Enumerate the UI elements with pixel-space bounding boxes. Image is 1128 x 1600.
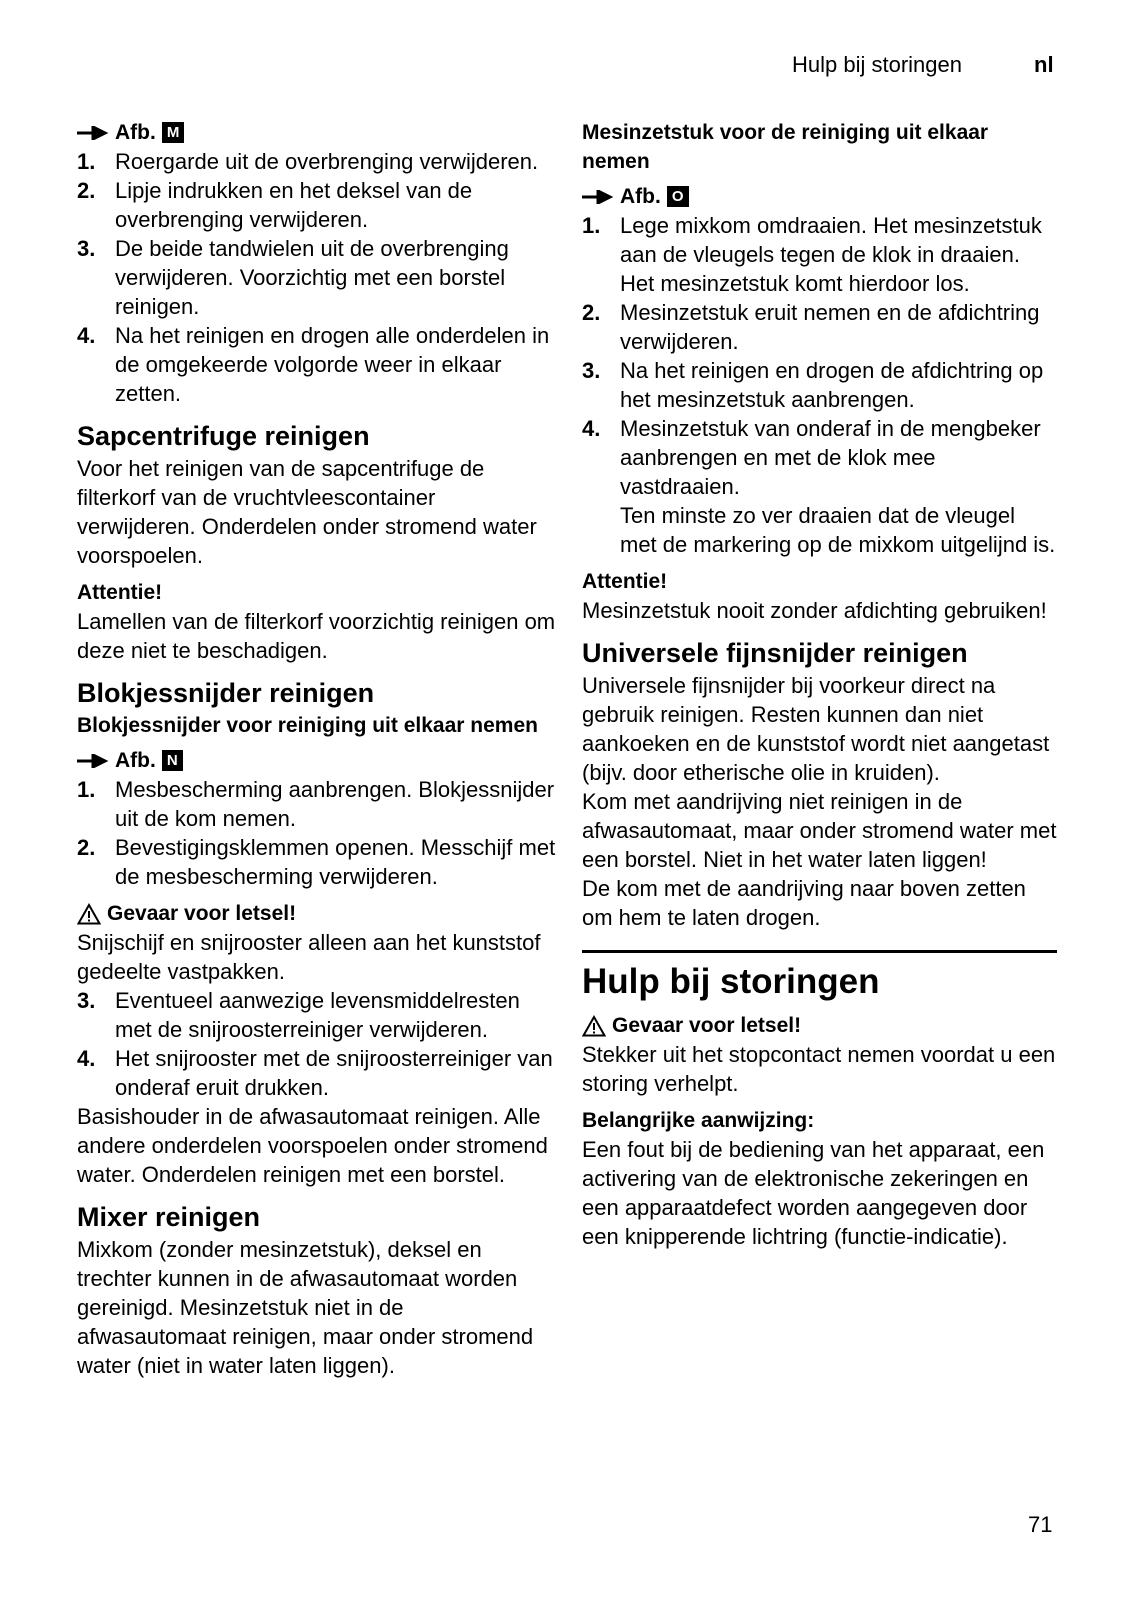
heading-mixer: Mixer reinigen	[77, 1202, 261, 1232]
list-item: 4. Na het reinigen en drogen alle onderdelen in de omgekeerde volgorde weer in elkaar zetten.	[77, 323, 550, 406]
warning-heading	[582, 1011, 1057, 1040]
universele-text-3: De kom met de aandrijving naar boven zetten om hem te laten drogen.	[582, 876, 1026, 930]
attention-text: Lamellen van de filterkorf voorzichtig reinigen om deze niet te beschadigen.	[77, 609, 556, 663]
arrow-right-icon	[77, 754, 109, 768]
mixer-text: Mixkom (zonder mesinzetstuk), deksel en trechter kunnen in de afwasautomaat worden gereinigd. Mesinzetstuk niet in de afwasautomaat reinigen, maar onder stromend water (niet in water laten liggen).	[77, 1237, 534, 1378]
attention-text: Mesinzetstuk nooit zonder afdichting gebruiken!	[582, 598, 1047, 623]
list-item: 2. Lipje indrukken en het deksel van de overbrenging verwijderen.	[77, 178, 473, 232]
figure-letter-o: O	[667, 186, 689, 207]
universele-text-1: Universele fijnsnijder bij voorkeur direct na gebruik reinigen. Resten kunnen dan niet aankoeken en de kunststof wordt niet aangetast (bijv. door etherische olie in kruiden).	[582, 673, 1050, 785]
figure-letter-n: N	[162, 750, 183, 771]
figure-label: Afb.	[620, 185, 661, 208]
right-column	[582, 118, 1057, 1251]
list-item: 1. Mesbescherming aanbrengen. Blokjessnijder uit de kom nemen.	[77, 777, 555, 831]
figure-label: Afb.	[115, 121, 156, 144]
list-item: 3. De beide tandwielen uit de overbrenging verwijderen. Voorzichtig met een borstel reinigen.	[77, 236, 509, 319]
warning-triangle-icon	[77, 903, 101, 925]
heading-hulp-bij-storingen: Hulp bij storingen	[582, 962, 880, 1001]
steps-list-n-part2	[77, 986, 557, 1102]
attention-label: Attentie!	[77, 581, 163, 604]
section-divider	[582, 950, 1057, 953]
warning-text: Snijschijf en snijrooster alleen aan het kunststof gedeelte vastpakken.	[77, 930, 541, 984]
steps-list-o	[582, 211, 1057, 559]
list-item: 2. Bevestigingsklemmen openen. Messchijf met de mesbescherming verwijderen.	[77, 835, 556, 889]
page-number: 71	[1028, 1512, 1053, 1537]
universele-text-2: Kom met aandrijving niet reinigen in de afwasautomaat, maar onder stromend water met een borstel. Niet in het water laten liggen!	[582, 789, 1057, 872]
heading-blokjessnijder: Blokjessnijder reinigen	[77, 678, 375, 708]
subheading-blokjessnijder: Blokjessnijder voor reiniging uit elkaar nemen	[77, 714, 538, 737]
warning-heading	[77, 899, 557, 928]
warning-triangle-icon	[582, 1015, 606, 1037]
list-item: 4. Mesinzetstuk van onderaf in de mengbeker aanbrengen en met de klok mee vastdraaien. Ten minste zo ver draaien dat de vleugel met de markering op de mixkom uitgelijnd is.	[582, 416, 1056, 557]
list-item: 4. Het snijrooster met de snijroosterreiniger van onderaf eruit drukken.	[77, 1046, 553, 1100]
list-item: 1. Lege mixkom omdraaien. Het mesinzetstuk aan de vleugels tegen de klok in draaien. Het mesinzetstuk komt hierdoor los.	[582, 213, 1042, 296]
list-item: 1. Roergarde uit de overbrenging verwijderen.	[77, 149, 539, 174]
running-header-language: nl	[1034, 52, 1054, 77]
note-label: Belangrijke aanwijzing:	[582, 1109, 815, 1132]
heading-universele-fijnsnijder: Universele fijnsnijder reinigen	[582, 638, 968, 668]
left-column	[77, 118, 557, 1380]
figure-reference-n	[77, 746, 557, 775]
arrow-right-icon	[582, 190, 614, 204]
figure-label: Afb.	[115, 749, 156, 772]
sapcentrifuge-text: Voor het reinigen van de sapcentrifuge de filterkorf van de vruchtvleescontainer verwijderen. Onderdelen onder stromend water voorspoelen.	[77, 456, 537, 568]
list-item: 3. Na het reinigen en drogen de afdichtring op het mesinzetstuk aanbrengen.	[582, 358, 1044, 412]
warning-label: Gevaar voor letsel!	[612, 1014, 802, 1037]
list-item: 2. Mesinzetstuk eruit nemen en de afdichtring verwijderen.	[582, 300, 1040, 354]
list-item: 3. Eventueel aanwezige levensmiddelresten met de snijroosterreiniger verwijderen.	[77, 988, 520, 1042]
attention-label: Attentie!	[582, 570, 668, 593]
warning-label: Gevaar voor letsel!	[107, 902, 297, 925]
figure-reference-o	[582, 182, 1057, 211]
running-header-section: Hulp bij storingen	[792, 52, 962, 77]
arrow-right-icon	[77, 126, 109, 140]
steps-list-m	[77, 147, 557, 408]
steps-list-n-part1	[77, 775, 557, 891]
subheading-mesinzetstuk: Mesinzetstuk voor de reiniging uit elkaar nemen	[582, 121, 989, 173]
heading-sapcentrifuge: Sapcentrifuge reinigen	[77, 421, 370, 451]
figure-reference-m	[77, 118, 557, 147]
figure-letter-m: M	[162, 122, 185, 143]
blokjessnijder-closing-text: Basishouder in de afwasautomaat reinigen. Alle andere onderdelen voorspoelen onder stromend water. Onderdelen reinigen met een borstel.	[77, 1104, 548, 1187]
step-4-extra: Ten minste zo ver draaien dat de vleugel met de markering op de mixkom uitgelijnd is.	[620, 503, 1056, 557]
note-text: Een fout bij de bediening van het apparaat, een activering van de elektronische zekeringen en een apparaatdefect worden aangegeven door een knipperende lichtring (functie-indicatie).	[582, 1137, 1045, 1249]
warning-text: Stekker uit het stopcontact nemen voordat u een storing verhelpt.	[582, 1042, 1056, 1096]
